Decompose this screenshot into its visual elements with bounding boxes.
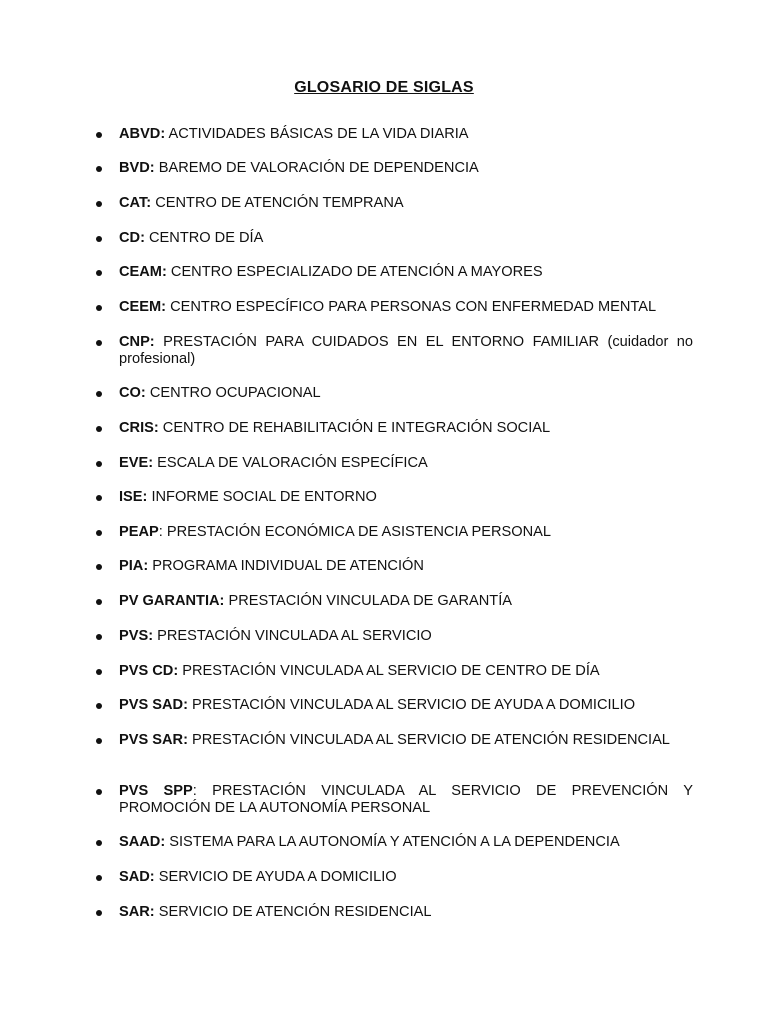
glossary-definition: CENTRO DE REHABILITACIÓN E INTEGRACIÓN SOCIAL xyxy=(158,420,551,436)
glossary-abbreviation: CEEM: xyxy=(119,299,167,315)
glossary-item xyxy=(119,160,693,177)
glossary-abbreviation: ISE: xyxy=(119,489,148,505)
glossary-definition: CENTRO ESPECÍFICO PARA PERSONAS CON ENFERMEDAD MENTAL xyxy=(166,299,657,315)
bullet-icon xyxy=(96,426,102,432)
glossary-abbreviation: PVS SAD: xyxy=(119,697,188,713)
glossary-abbreviation: BVD: xyxy=(119,160,155,176)
bullet-icon xyxy=(96,599,102,605)
bullet-icon xyxy=(96,738,102,744)
glossary-abbreviation: EVE: xyxy=(119,455,154,471)
bullet-icon xyxy=(96,875,102,881)
glossary-item xyxy=(119,299,693,316)
page-title: GLOSARIO DE SIGLAS xyxy=(294,78,474,96)
glossary-abbreviation: PVS CD: xyxy=(119,663,179,679)
glossary-definition: ACTIVIDADES BÁSICAS DE LA VIDA DIARIA xyxy=(165,126,469,142)
glossary-definition: PRESTACIÓN VINCULADA AL SERVICIO DE CENTRO DE DÍA xyxy=(178,663,600,679)
bullet-icon xyxy=(96,789,102,795)
bullet-icon xyxy=(96,236,102,242)
bullet-icon xyxy=(96,132,102,138)
bullet-icon xyxy=(96,669,102,675)
glossary-definition: PROGRAMA INDIVIDUAL DE ATENCIÓN xyxy=(148,558,424,574)
glossary-abbreviation: CD: xyxy=(119,230,145,246)
glossary-definition: SERVICIO DE ATENCIÓN RESIDENCIAL xyxy=(154,904,432,920)
glossary-definition: CENTRO DE DÍA xyxy=(144,230,264,246)
glossary-definition: PRESTACIÓN VINCULADA DE GARANTÍA xyxy=(224,593,513,609)
bullet-icon xyxy=(96,461,102,467)
glossary-abbreviation: PVS: xyxy=(119,628,154,644)
glossary-abbreviation: PVS SAR: xyxy=(119,732,188,748)
glossary-definition: INFORME SOCIAL DE ENTORNO xyxy=(147,489,377,505)
glossary-abbreviation: PEAP xyxy=(119,524,159,540)
glossary-abbreviation: ABVD: xyxy=(119,126,166,142)
glossary-definition: PRESTACIÓN VINCULADA AL SERVICIO xyxy=(153,628,432,644)
glossary-item xyxy=(119,869,693,886)
glossary-abbreviation: PV GARANTIA: xyxy=(119,593,225,609)
glossary-item xyxy=(119,732,693,749)
bullet-icon xyxy=(96,634,102,640)
glossary-item xyxy=(119,126,693,143)
glossary-definition: PRESTACIÓN VINCULADA AL SERVICIO DE AYUDA A DOMICILIO xyxy=(187,697,636,713)
glossary-definition: : PRESTACIÓN ECONÓMICA DE ASISTENCIA PERSONAL xyxy=(158,524,551,540)
glossary-item xyxy=(119,385,693,402)
glossary-item xyxy=(119,834,693,851)
glossary-definition: CENTRO ESPECIALIZADO DE ATENCIÓN A MAYORES xyxy=(166,264,543,280)
glossary-item xyxy=(119,593,693,610)
glossary-item xyxy=(119,783,693,817)
glossary-item xyxy=(119,334,693,368)
glossary-abbreviation: CO: xyxy=(119,385,146,401)
glossary-item xyxy=(119,524,693,541)
bullet-icon xyxy=(96,703,102,709)
glossary-item xyxy=(119,195,693,212)
glossary-definition: SISTEMA PARA LA AUTONOMÍA Y ATENCIÓN A LA DEPENDENCIA xyxy=(165,834,620,850)
glossary-definition: PRESTACIÓN VINCULADA AL SERVICIO DE ATENCIÓN RESIDENCIAL xyxy=(187,732,670,748)
bullet-icon xyxy=(96,564,102,570)
bullet-icon xyxy=(96,391,102,397)
glossary-abbreviation: PIA: xyxy=(119,558,149,574)
glossary-item xyxy=(119,628,693,645)
glossary-definition: SERVICIO DE AYUDA A DOMICILIO xyxy=(154,869,397,885)
bullet-icon xyxy=(96,530,102,536)
bullet-icon xyxy=(96,840,102,846)
glossary-item xyxy=(119,663,693,680)
glossary-definition: ESCALA DE VALORACIÓN ESPECÍFICA xyxy=(153,455,428,471)
bullet-icon xyxy=(96,340,102,346)
bullet-icon xyxy=(96,305,102,311)
glossary-abbreviation: CNP: xyxy=(119,334,155,350)
glossary-abbreviation: CEAM: xyxy=(119,264,167,280)
bullet-icon xyxy=(96,495,102,501)
glossary-definition: CENTRO DE ATENCIÓN TEMPRANA xyxy=(151,195,404,211)
glossary-item xyxy=(119,420,693,437)
bullet-icon xyxy=(96,910,102,916)
glossary-item xyxy=(119,230,693,247)
glossary-abbreviation: SAD: xyxy=(119,869,155,885)
bullet-icon xyxy=(96,270,102,276)
glossary-abbreviation: SAR: xyxy=(119,904,155,920)
bullet-icon xyxy=(96,166,102,172)
glossary-item xyxy=(119,904,693,921)
glossary-abbreviation: CAT: xyxy=(119,195,152,211)
glossary-abbreviation: PVS SPP xyxy=(119,783,193,799)
glossary-item xyxy=(119,558,693,575)
glossary-item xyxy=(119,455,693,472)
glossary-definition: BAREMO DE VALORACIÓN DE DEPENDENCIA xyxy=(154,160,479,176)
glossary-definition: CENTRO OCUPACIONAL xyxy=(145,385,321,401)
glossary-abbreviation: SAAD: xyxy=(119,834,166,850)
glossary-item xyxy=(119,697,693,714)
bullet-icon xyxy=(96,201,102,207)
glossary-abbreviation: CRIS: xyxy=(119,420,159,436)
glossary-item xyxy=(119,489,693,506)
glossary-item xyxy=(119,264,693,281)
glossary-definition: : PRESTACIÓN VINCULADA AL SERVICIO DE PREVENCIÓN Y PROMOCIÓN DE LA AUTONOMÍA PERSONAL xyxy=(119,783,693,816)
glossary-definition: PRESTACIÓN PARA CUIDADOS EN EL ENTORNO FAMILIAR (cuidador no profesional) xyxy=(119,334,693,367)
